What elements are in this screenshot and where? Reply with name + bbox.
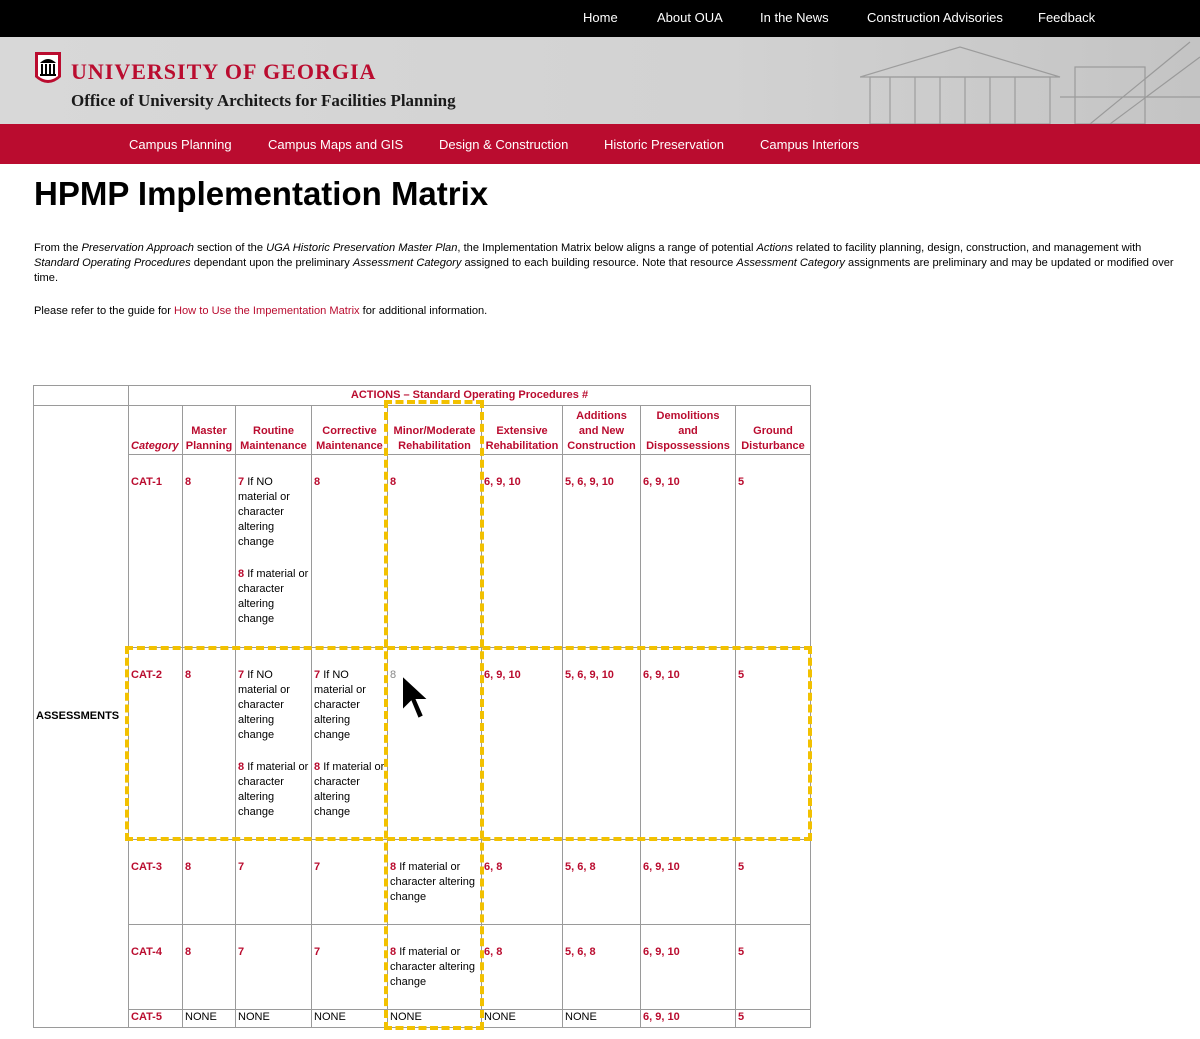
col-additions-new-construction: Additions and New Construction [563, 406, 641, 455]
table-cell: 8 If material or character altering change [388, 840, 482, 925]
table-cell: 6, 9, 10 [643, 476, 680, 488]
university-name[interactable]: UNIVERSITY OF GEORGIA [71, 59, 377, 84]
top-nav-feedback[interactable]: Feedback [1038, 10, 1096, 25]
nav-historic-preservation[interactable]: Historic Preservation [604, 137, 724, 152]
table-cell: 8 [185, 669, 192, 681]
table-cell: NONE [312, 1010, 388, 1028]
table-cell: 6, 9, 10 [484, 669, 521, 681]
assessments-label: ASSESSMENTS [34, 406, 129, 1028]
table-cell: 5, 6, 9, 10 [565, 669, 614, 681]
table-cell: NONE [388, 1010, 482, 1028]
col-corrective-maintenance: Corrective Maintenance [312, 406, 388, 455]
col-minor-moderate-rehabilitation: Minor/Moderate Rehabilitation [388, 406, 482, 455]
cat-label: CAT-3 [131, 861, 162, 873]
top-nav-about[interactable]: About OUA [657, 10, 723, 25]
table-cell: 5 [738, 1011, 745, 1023]
table-cell[interactable]: 8 [390, 669, 397, 681]
table-cell: 7 If NO material or character altering change 8 If material or character altering change [236, 648, 312, 840]
table-cell: NONE [563, 1010, 641, 1028]
table-cell: 5 [738, 946, 745, 958]
mouse-cursor-icon [400, 673, 430, 725]
table-cell: 6, 8 [484, 861, 503, 873]
main-nav-bar [0, 124, 1200, 164]
cat-label: CAT-1 [131, 476, 162, 488]
table-cell: 7 If NO material or character altering change 8 If material or character altering change [312, 648, 388, 840]
top-nav-news[interactable]: In the News [760, 10, 829, 25]
col-category: Category [129, 406, 183, 455]
table-cell: 6, 8 [484, 946, 503, 958]
table-cell: 5, 6, 8 [565, 946, 596, 958]
page-title: HPMP Implementation Matrix [34, 175, 489, 212]
col-ground-disturbance: Ground Disturbance [736, 406, 811, 455]
col-extensive-rehabilitation: Extensive Rehabilitation [482, 406, 563, 455]
table-cell: 6, 9, 10 [643, 946, 680, 958]
table-cell: 7 If NO material or character altering change 8 If material or character altering change [236, 455, 312, 648]
table-cell: 7 [238, 946, 245, 958]
table-cell: 5, 6, 8 [565, 861, 596, 873]
site-header [0, 37, 1200, 124]
actions-header: ACTIONS – Standard Operating Procedures # [129, 386, 811, 406]
table-cell: 5, 6, 9, 10 [565, 476, 614, 488]
table-cell: 8 [185, 476, 192, 488]
nav-campus-interiors[interactable]: Campus Interiors [760, 137, 859, 152]
row-highlight [125, 646, 812, 841]
table-cell: 6, 9, 10 [643, 1011, 680, 1023]
office-name[interactable]: Office of University Architects for Facilities Planning [71, 91, 456, 110]
table-cell: 8 [314, 476, 321, 488]
nav-campus-planning[interactable]: Campus Planning [129, 137, 232, 152]
uga-shield-icon[interactable] [34, 51, 62, 89]
intro-paragraph: From the Preservation Approach section of the UGA Historic Preservation Master Plan, the Implementation Matrix below aligns a range of potential Actions related to facility planning, design, construction, and management with Standard Operating Procedures dependant upon the preliminary Assessment Category assigned to each building resource. Note that resource Assessment Category assignments are preliminary and may be updated or modified over time. [34, 242, 1174, 284]
table-cell: NONE [236, 1010, 312, 1028]
cat-label: CAT-2 [131, 669, 162, 681]
table-cell: 7 [238, 861, 245, 873]
table-cell: 5 [738, 476, 745, 488]
table-cell: 6, 9, 10 [643, 861, 680, 873]
table-cell: 5 [738, 861, 745, 873]
table-cell: 8 [185, 861, 192, 873]
table-cell: 7 [314, 946, 321, 958]
table-cell: 6, 9, 10 [643, 669, 680, 681]
table-cell: 8 If material or character altering change [388, 925, 482, 1010]
table-cell: 8 [390, 476, 397, 488]
table-cell: 8 [185, 946, 192, 958]
guide-link[interactable]: How to Use the Impementation Matrix [174, 305, 360, 317]
top-nav-advisories[interactable]: Construction Advisories [867, 10, 1003, 25]
table-cell: NONE [482, 1010, 563, 1028]
cat-label: CAT-4 [131, 946, 162, 958]
table-cell: 6, 9, 10 [484, 476, 521, 488]
col-demolitions-dispossessions: Demolitions and Dispossessions [641, 406, 736, 455]
nav-design-construction[interactable]: Design & Construction [439, 137, 569, 152]
cat-label: CAT-5 [131, 1011, 162, 1023]
col-master-planning: Master Planning [183, 406, 236, 455]
guide-reference: Please refer to the guide for How to Use the Impementation Matrix for additional information. [34, 305, 488, 317]
corner-cell [34, 386, 129, 406]
nav-campus-maps[interactable]: Campus Maps and GIS [268, 137, 404, 152]
building-illustration [860, 37, 1200, 124]
top-nav-bar [0, 0, 1200, 37]
table-cell: 7 [314, 861, 321, 873]
col-routine-maintenance: Routine Maintenance [236, 406, 312, 455]
table-cell: NONE [183, 1010, 236, 1028]
top-nav-home[interactable]: Home [583, 10, 618, 25]
table-cell: 5 [738, 669, 745, 681]
